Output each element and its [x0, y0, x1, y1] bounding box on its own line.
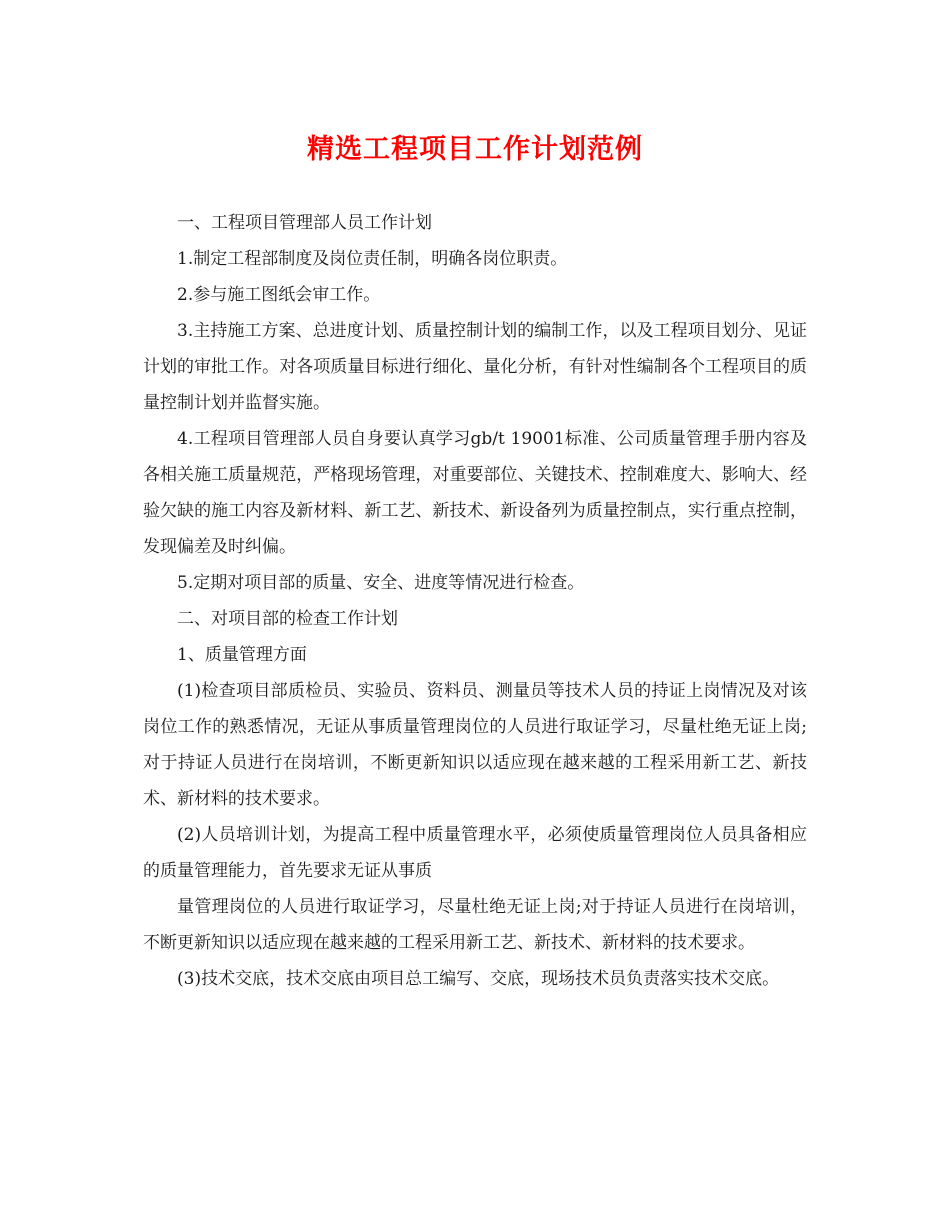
heading-section-2: 二、对项目部的检查工作计划 — [177, 609, 398, 629]
heading-quality-management: 1、质量管理方面 — [177, 645, 307, 665]
paragraph-item-1: 1.制定工程部制度及岗位责任制，明确各岗位职责。 — [177, 249, 568, 269]
paragraph-subitem-2: (2)人员培训计划，为提高工程中质量管理水平，必须使质量管理岗位人员具备相应的质量管理能力，首先要求无证从事质 — [143, 825, 807, 881]
paragraph-item-5: 5.定期对项目部的质量、安全、进度等情况进行检查。 — [177, 573, 585, 593]
paragraph-subitem-2-continued: 量管理岗位的人员进行取证学习，尽量杜绝无证上岗;对于持证人员进行在岗培训，不断更新知识以适应现在越来越的工程采用新工艺、新技术、新材料的技术要求。 — [143, 897, 807, 953]
paragraph-item-3: 3.主持施工方案、总进度计划、质量控制计划的编制工作，以及工程项目划分、见证计划的审批工作。对各项质量目标进行细化、量化分析，有针对性编制各个工程项目的质量控制计划并监督实施。 — [143, 321, 807, 413]
paragraph-subitem-3: (3)技术交底，技术交底由项目总工编写、交底，现场技术员负责落实技术交底。 — [177, 969, 780, 989]
heading-section-1: 一、工程项目管理部人员工作计划 — [177, 213, 432, 233]
document-title: 精选工程项目工作计划范例 — [307, 134, 643, 165]
paragraph-subitem-1: (1)检查项目部质检员、实验员、资料员、测量员等技术人员的持证上岗情况及对该岗位工作的熟悉情况，无证从事质量管理岗位的人员进行取证学习，尽量杜绝无证上岗;对于持证人员进行在岗培训，不断更新知识以适应现在越来越的工程采用新工艺、新技术、新材料的技术要求。 — [143, 681, 807, 809]
paragraph-item-4: 4.工程项目管理部人员自身要认真学习gb/t 19001标准、公司质量管理手册内容及各相关施工质量规范，严格现场管理，对重要部位、关键技术、控制难度大、影响大、经验欠缺的施工内容及新材料、新工艺、新技术、新设备列为质量控制点，实行重点控制，发现偏差及时纠偏。 — [143, 429, 807, 557]
document-body — [143, 205, 807, 997]
paragraph-item-2: 2.参与施工图纸会审工作。 — [177, 285, 381, 305]
